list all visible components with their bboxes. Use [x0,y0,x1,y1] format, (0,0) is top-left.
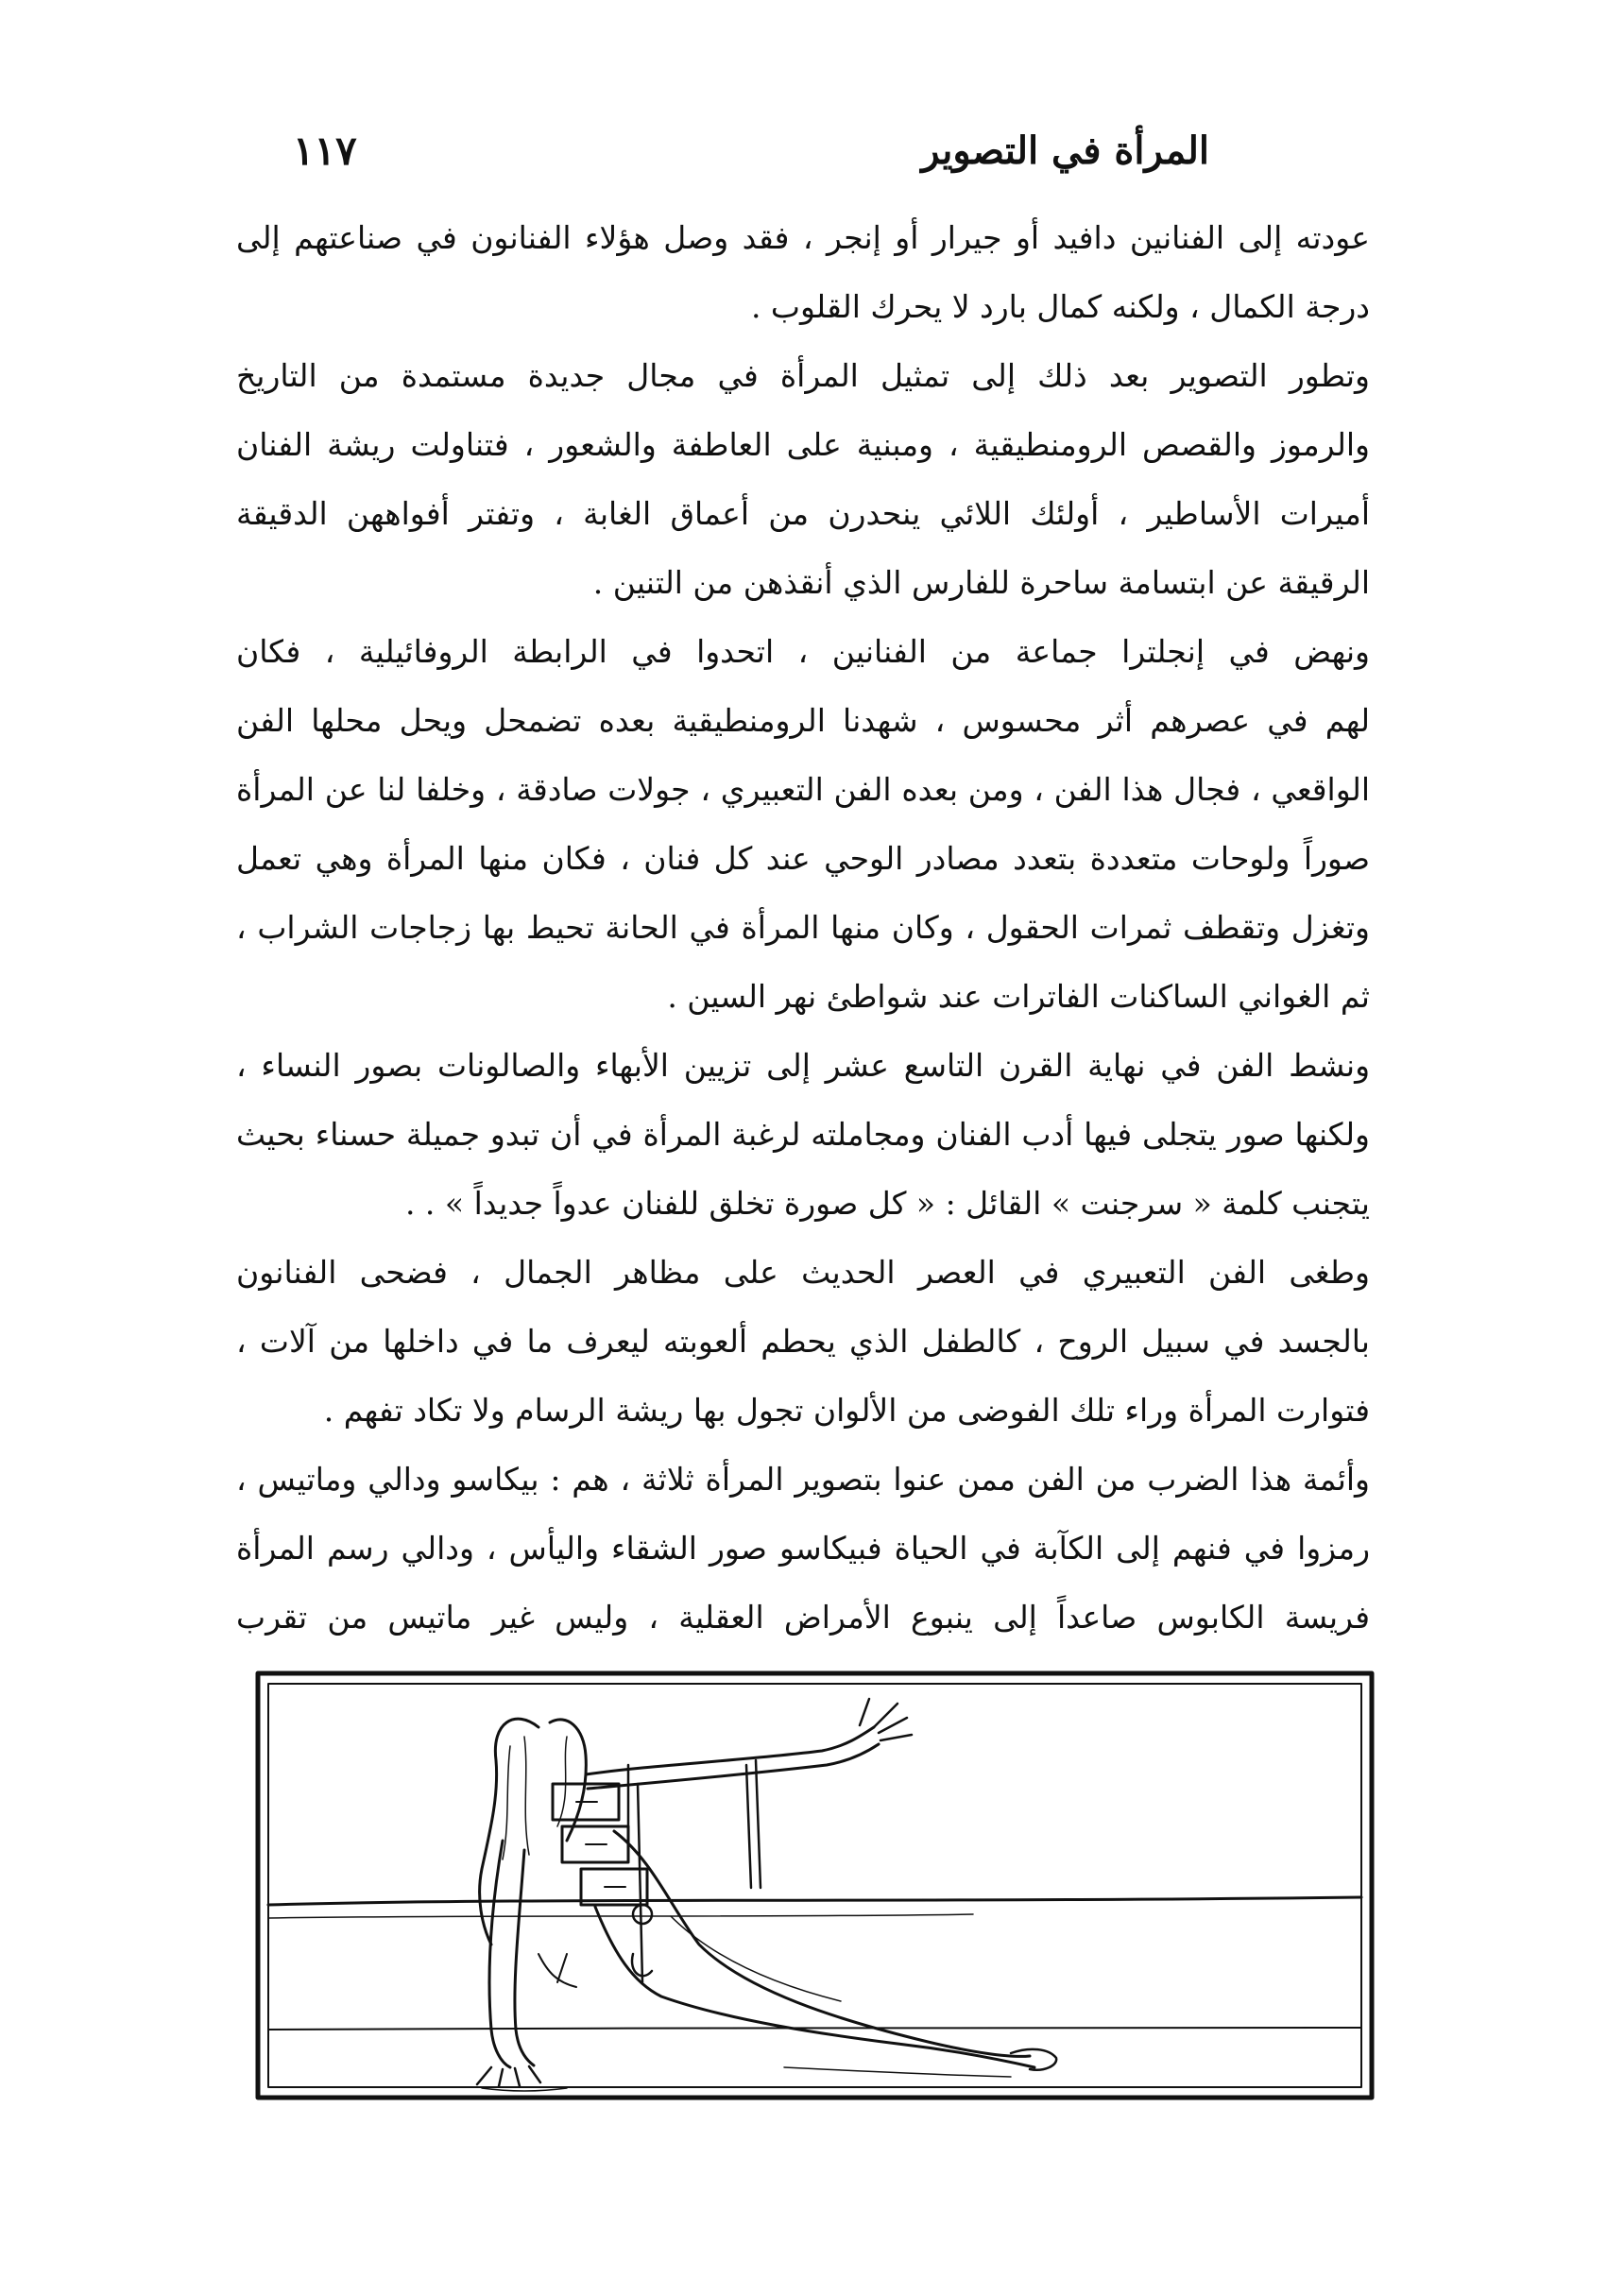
page-header [283,123,1342,180]
page-number: ١١٧ [293,128,357,174]
text-line: درجة الكمال ، ولكنه كمال بارد لا يحرك القلوب . [750,288,1370,325]
text-line: ولكنها صور يتجلى فيها أدب الفنان ومجاملته لرغبة المرأة في أن تبدو جميلة حسناء بحيث [236,1116,1370,1153]
text-line: ونهض في إنجلترا جماعة من الفنانين ، اتحدوا في الرابطة الروفائيلية ، فكان [236,633,1370,670]
text-line: ونشط الفن في نهاية القرن التاسع عشر إلى تزيين الأبهاء والصالونات بصور النساء ، [236,1047,1370,1084]
running-title: المرأة في التصوير [921,129,1209,173]
text-line: ثم الغواني الساكنات الفاترات عند شواطئ نهر السين . [667,978,1370,1015]
text-line: الرقيقة عن ابتسامة ساحرة للفارس الذي أنقذهن من التنين . [592,564,1370,601]
text-line: والرموز والقصص الرومنطيقية ، ومبنية على العاطفة والشعور ، فتناولت ريشة الفنان [236,426,1370,463]
text-line: وأئمة هذا الضرب من الفن ممن عنوا بتصوير المرأة ثلاثة ، هم : بيكاسو ودالي وماتيس ، [236,1461,1370,1498]
text-line: صوراً ولوحات متعددة بتعدد مصادر الوحي عند كل فنان ، فكان منها المرأة وهي تعمل [236,840,1370,877]
text-line: أميرات الأساطير ، أولئك اللائي ينحدرن من أعماق الغابة ، وتفتر أفواههن الدقيقة [236,495,1370,532]
text-line: عودته إلى الفنانين دافيد أو جيرار أو إنجر ، فقد وصل هؤلاء الفنانون في صناعتهم إلى [236,219,1370,256]
text-line: فريسة الكابوس صاعداً إلى ينبوع الأمراض العقلية ، وليس غير ماتيس من تقرب [236,1599,1370,1636]
text-line: فتوارت المرأة وراء تلك الفوضى من الألوان تجول بها ريشة الرسام ولا تكاد تفهم . [323,1392,1370,1429]
text-line: وطغى الفن التعبيري في العصر الحديث على مظاهر الجمال ، فضحى الفنانون [236,1254,1370,1291]
text-line: رمزوا في فنهم إلى الكآبة في الحياة فبيكاسو صور الشقاء واليأس ، ودالي رسم المرأة [236,1530,1370,1567]
surrealist-woman-drawing-icon [255,1671,1375,2100]
text-line: بالجسد في سبيل الروح ، كالطفل الذي يحطم ألعوبته ليعرف ما في داخلها من آلات ، [236,1323,1370,1360]
text-line: وتغزل وتقطف ثمرات الحقول ، وكان منها المرأة في الحانة تحيط بها زجاجات الشراب ، [236,909,1370,946]
body-text [236,203,1370,1652]
text-line: يتجنب كلمة « سرجنت » القائل : « كل صورة تخلق للفنان عدواً جديداً » . . [404,1185,1370,1222]
figure [255,1671,1375,2100]
text-line: وتطور التصوير بعد ذلك إلى تمثيل المرأة في مجال جديدة مستمدة من التاريخ [236,357,1370,394]
text-line: لهم في عصرهم أثر محسوس ، شهدنا الرومنطيقية بعده تضمحل ويحل محلها الفن [236,702,1370,739]
text-line: الواقعي ، فجال هذا الفن ، ومن بعده الفن التعبيري ، جولات صادقة ، وخلفا لنا عن المرأة [236,771,1370,808]
